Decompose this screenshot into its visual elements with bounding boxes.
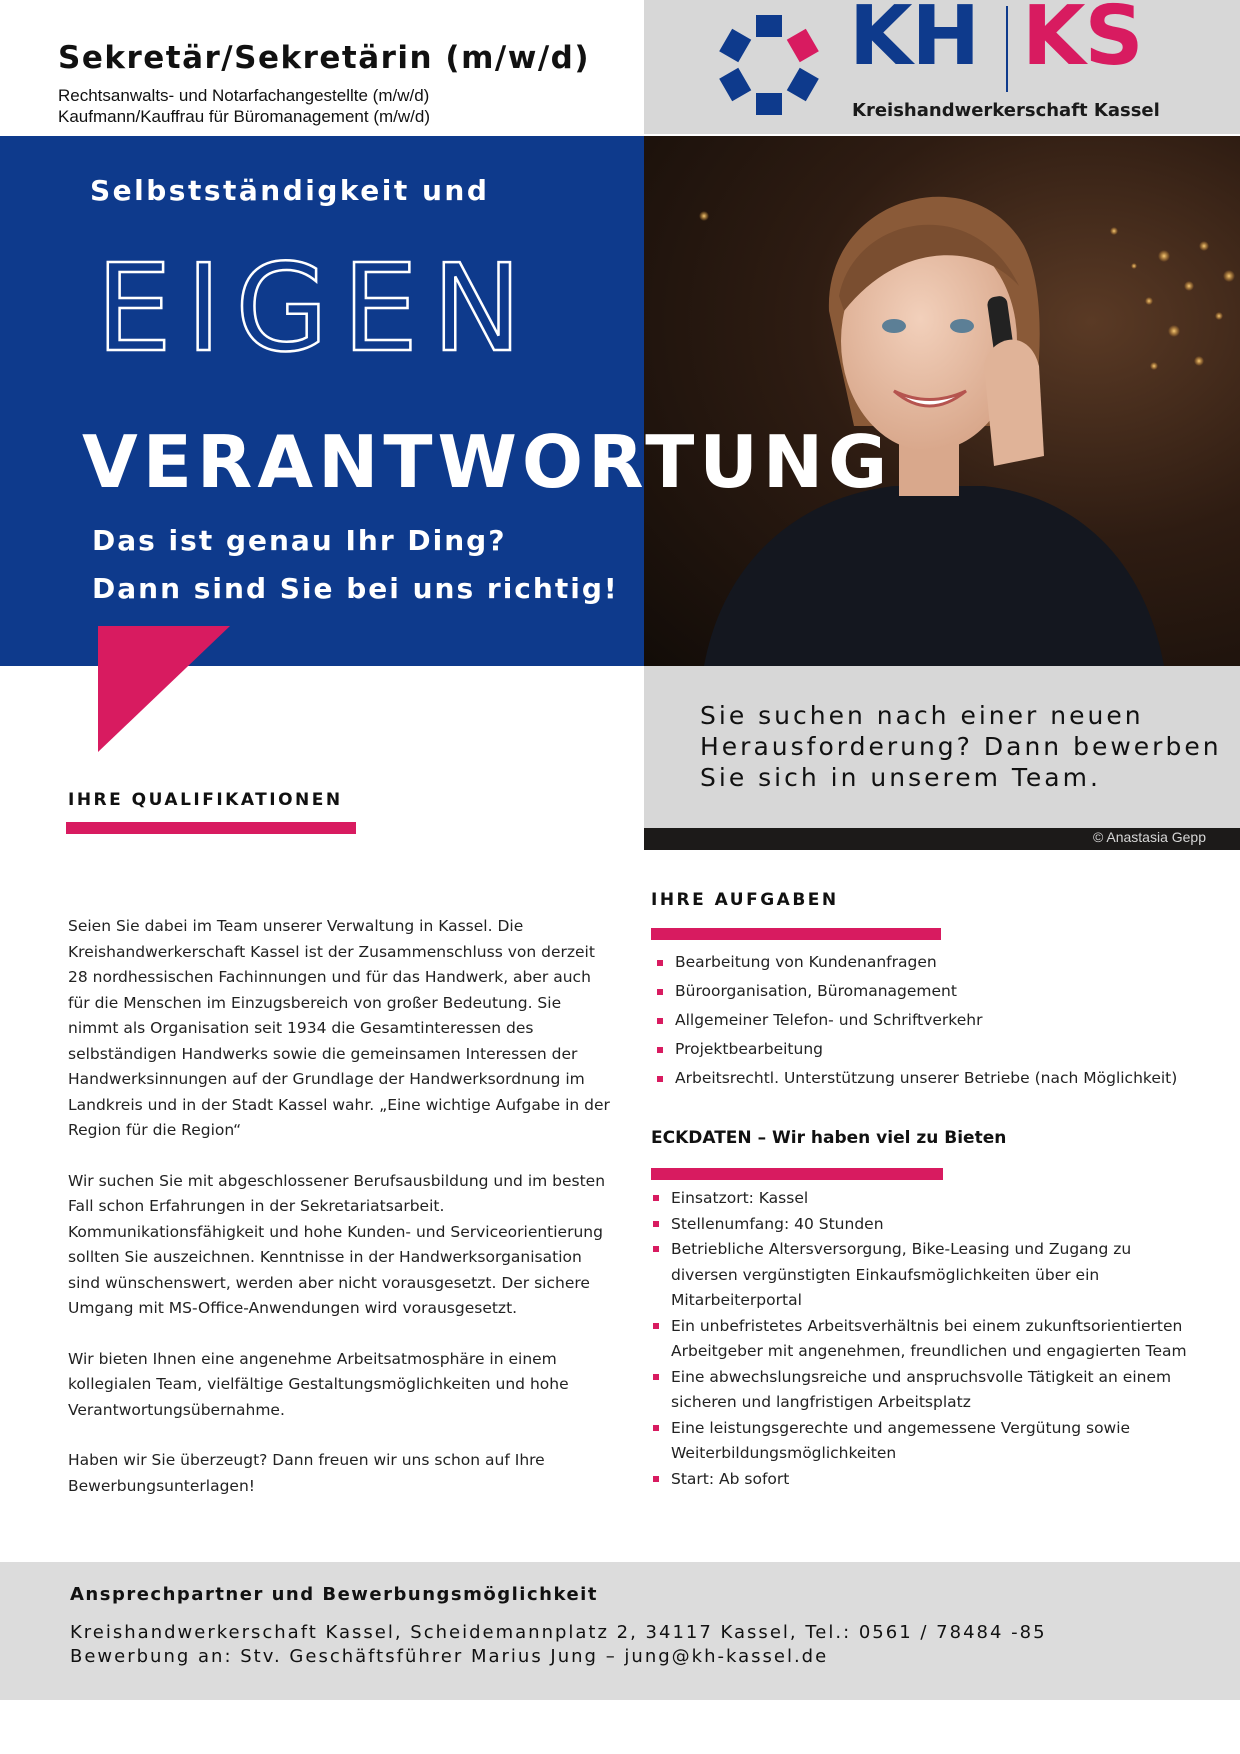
qualifications-paragraph: Haben wir Sie überzeugt? Dann freuen wir uns schon auf Ihre Bewerbungsunterlagen! [68,1451,545,1495]
footer-application[interactable]: Bewerbung an: Stv. Geschäftsführer Marius Jung – jung@kh-kassel.de [70,1646,829,1667]
logo-kh-text: KH [849,0,980,84]
hero-word-eigen: EIGEN [96,240,536,379]
list-item: Projektbearbeitung [655,1035,1215,1064]
bullet-icon [657,1047,663,1053]
bullet-icon [653,1195,659,1201]
list-item: Allgemeiner Telefon- und Schriftverkehr [655,1006,1215,1035]
photo-claim-line-1: Sie suchen nach einer neuen [700,701,1144,730]
tasks-list [655,948,1215,1093]
hero-kicker: Selbstständigkeit und [90,174,490,207]
bullet-icon [657,1076,663,1082]
list-item: Start: Ab sofort [651,1467,1201,1493]
logo-divider [1006,6,1008,92]
list-item: Eine leistungsgerechte und angemessene Vergütung sowie Weiterbildungsmöglichkeiten [651,1416,1201,1467]
hero-word-verantwortung: VERANTWORTUNG [82,420,893,504]
footer-address: Kreishandwerkerschaft Kassel, Scheidemannplatz 2, 34117 Kassel, Tel.: 0561 / 78484 -85 [70,1622,1047,1643]
job-title: Sekretär/Sekretärin (m/w/d) [58,40,591,76]
photo-credit: © Anastasia Gepp [1092,829,1206,845]
photo-claim-line-3: Sie sich in unserem Team. [700,763,1101,792]
bullet-icon [653,1374,659,1380]
bullet-icon [653,1221,659,1227]
logo-org-name: Kreishandwerkerschaft Kassel [852,100,1160,121]
list-item: Bearbeitung von Kundenanfragen [655,948,1215,977]
list-item: Einsatzort: Kassel [651,1186,1201,1212]
logo-ks-text: KS [1022,0,1143,84]
bullet-icon [653,1425,659,1431]
list-item: Arbeitsrechtl. Unterstützung unserer Betriebe (nach Möglichkeit) [655,1064,1215,1093]
qualifications-paragraph: Seien Sie dabei im Team unserer Verwaltung in Kassel. Die Kreishandwerkerschaft Kassel ist der Zusammenschluss von derzeit 28 nordhessischen Fachinnungen und für das Handwerk, aber auch für die Menschen im Einzugsbereich von großer Bedeutung. Sie nimmt als Organisation seit 1934 die Gesamtinteressen des selbständigen Handwerks sowie die gemeinsamen Interessen der Handwerksinnungen auf der Grundlage der Handwerksordnung im Landkreis und in der Stadt Kassel wahr. „Eine wichtige Aufgabe in der Region für die Region“ [68,917,610,1139]
qualifications-body [68,914,616,1524]
hero-line-2: Dann sind Sie bei uns richtig! [92,572,619,605]
bullet-icon [657,989,663,995]
facts-heading: ECKDATEN – Wir haben viel zu Bieten [651,1128,1007,1148]
bullet-icon [657,960,663,966]
logo-mark-icon [714,10,824,120]
footer-heading: Ansprechpartner und Bewerbungsmöglichkeit [70,1584,598,1605]
list-item: Ein unbefristetes Arbeitsverhältnis bei einem zukunftsorientierten Arbeitgeber mit angenehmen, freundlichen und engagierten Team [651,1314,1201,1365]
list-item: Betriebliche Altersversorgung, Bike-Leasing und Zugang zu diversen vergünstigten Einkaufsmöglichkeiten über ein Mitarbeiterportal [651,1237,1201,1314]
bullet-icon [653,1476,659,1482]
bullet-icon [653,1323,659,1329]
list-item: Stellenumfang: 40 Stunden [651,1212,1201,1238]
logo-panel [644,0,1240,134]
facts-list [651,1186,1201,1492]
tasks-underline [651,928,941,940]
list-item: Eine abwechslungsreiche und anspruchsvolle Tätigkeit an einem sicheren und langfristigen Arbeitsplatz [651,1365,1201,1416]
job-subtitle-2: Kaufmann/Kauffrau für Büromanagement (m/w/d) [58,107,430,126]
qualifications-heading: IHRE QUALIFIKATIONEN [68,790,343,810]
photo-claim-line-2: Herausforderung? Dann bewerben [700,732,1222,761]
woman-on-phone-illustration [644,136,1240,666]
list-item: Büroorganisation, Büromanagement [655,977,1215,1006]
hero-line-1: Das ist genau Ihr Ding? [92,524,507,557]
qualifications-underline [66,822,356,834]
tasks-heading: IHRE AUFGABEN [651,890,839,910]
bullet-icon [657,1018,663,1024]
qualifications-paragraph: Wir suchen Sie mit abgeschlossener Berufsausbildung und im besten Fall schon Erfahrungen in der Sekretariatsarbeit. Kommunikationsfähigkeit und hohe Kunden- und Serviceorientierung sollten Sie auszeichnen. Kenntnisse in der Handwerksorganisation sind wünschenswert, werden aber nicht vorausgesetzt. Der sichere Umgang mit MS-Office-Anwendungen wird vorausgesetzt. [68,1171,606,1317]
job-subtitle-1: Rechtsanwalts- und Notarfachangestellte (m/w/d) [58,86,430,105]
qualifications-paragraph: Wir bieten Ihnen eine angenehme Arbeitsatmosphäre in einem kollegialen Team, vielfältige Gestaltungsmöglichkeiten und hohe Verantwortungsübernahme. [68,1349,569,1419]
hero-photo [644,136,1240,666]
photo-claim [700,700,1222,793]
bullet-icon [653,1246,659,1252]
facts-underline [651,1168,943,1180]
pink-triangle-accent [98,626,230,752]
